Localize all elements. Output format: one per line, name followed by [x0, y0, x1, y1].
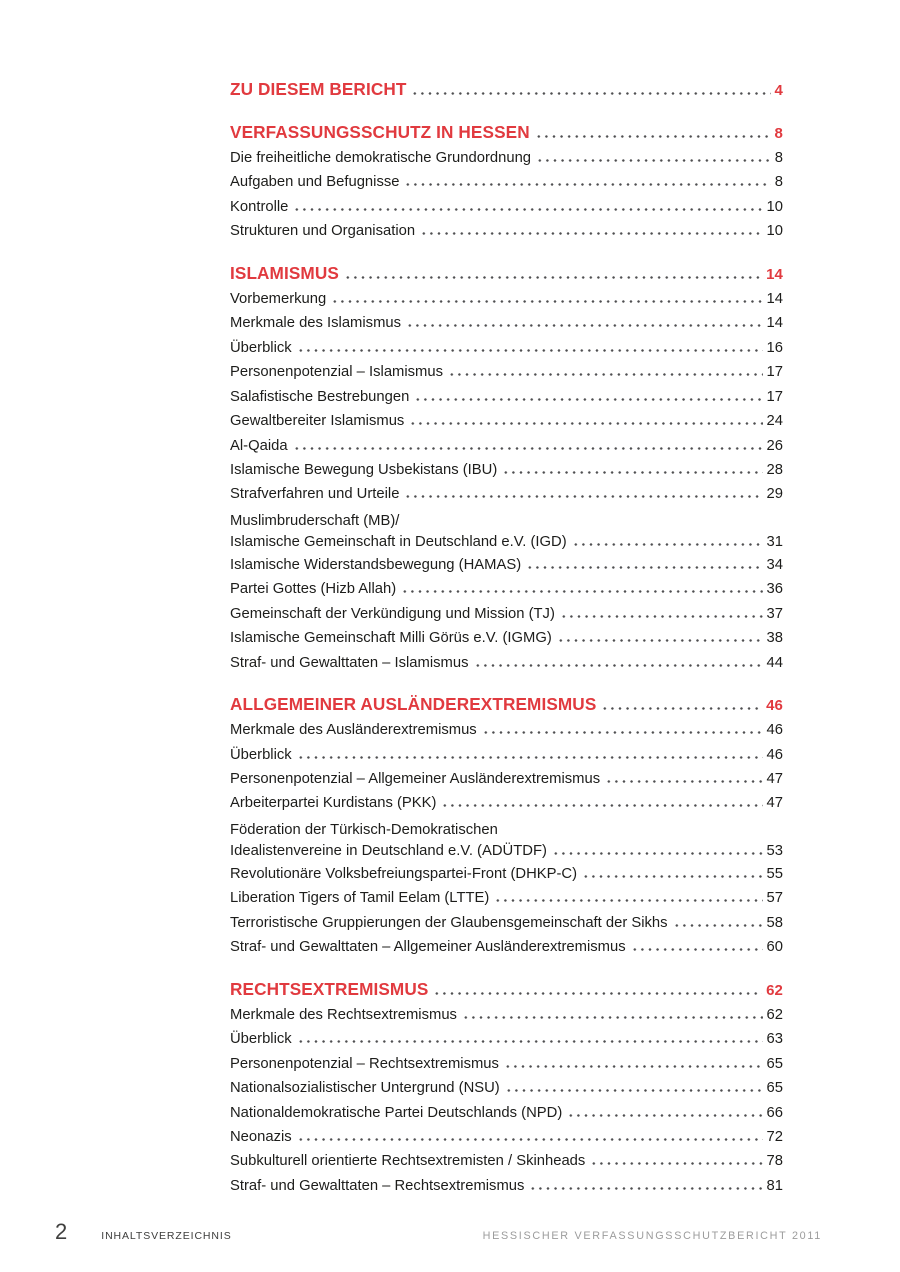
toc-entry	[230, 602, 783, 626]
toc-entry-page: 72	[766, 1128, 783, 1145]
toc-entry-page: 47	[766, 771, 783, 788]
toc-entry	[230, 718, 783, 742]
toc-section-heading	[230, 692, 783, 718]
toc-section	[230, 120, 783, 244]
dot-leader	[502, 471, 762, 474]
dot-leader	[448, 373, 763, 376]
dot-leader	[462, 1016, 763, 1019]
toc-entry-page: 53	[766, 843, 783, 860]
toc-entry-page: 44	[766, 654, 783, 671]
toc-entry-label: Straf- und Gewalttaten – Allgemeiner Ausländerextremismus	[230, 939, 626, 956]
toc-entry	[230, 360, 783, 384]
toc-entry-label: Nationaldemokratische Partei Deutschlands (NPD)	[230, 1104, 563, 1121]
toc-entry-page: 16	[766, 339, 783, 356]
toc-entry-twoline	[230, 507, 783, 553]
toc-section	[230, 261, 783, 675]
toc-entry-page: 58	[766, 914, 783, 931]
toc-section-heading	[230, 261, 783, 287]
toc-entry	[230, 743, 783, 767]
toc-entry-page: 47	[766, 795, 783, 812]
toc-section-title: VERFASSUNGSSCHUTZ IN HESSEN	[230, 122, 530, 142]
toc-entry	[230, 1052, 783, 1076]
toc-section	[230, 977, 783, 1199]
dot-leader	[297, 1040, 763, 1043]
toc-entry-label: Neonazis	[230, 1128, 292, 1145]
toc-entry	[230, 195, 783, 219]
dot-leader	[344, 276, 762, 279]
dot-leader	[673, 924, 763, 927]
toc-entry-label: Straf- und Gewalttaten – Islamismus	[230, 654, 469, 671]
dot-leader	[535, 135, 771, 138]
toc-entry-page: 14	[766, 315, 783, 332]
toc-entry-label-line1: Muslimbruderschaft (MB)/	[230, 512, 400, 529]
dot-leader	[567, 1114, 762, 1117]
toc-entry	[230, 553, 783, 577]
dot-leader	[552, 852, 763, 855]
dot-leader	[601, 707, 762, 710]
toc-entry-page: 8	[774, 174, 783, 191]
toc-section	[230, 692, 783, 960]
toc-entry-page: 29	[766, 486, 783, 503]
toc-entry-page: 55	[766, 865, 783, 882]
toc-entry-label: Merkmale des Rechtsextremismus	[230, 1006, 457, 1023]
toc-entry	[230, 791, 783, 815]
toc-entry	[230, 1076, 783, 1100]
dot-leader	[504, 1065, 763, 1068]
dot-leader	[433, 992, 762, 995]
toc-entry-label: Die freiheitliche demokratische Grundordnung	[230, 150, 532, 166]
toc-entry-label: Gemeinschaft der Verkündigung und Mission (TJ)	[230, 605, 555, 622]
toc-entry-label: Strafverfahren und Urteile	[230, 486, 400, 503]
toc-section-title: ZU DIESEM BERICHT	[230, 79, 407, 99]
dot-leader	[605, 780, 762, 783]
toc-entry-label: Überblick	[230, 1031, 292, 1048]
toc-section-page: 4	[774, 82, 783, 99]
dot-leader	[536, 159, 771, 162]
toc-section-title: ALLGEMEINER AUSLÄNDEREXTREMISMUS	[230, 694, 597, 715]
toc-entry	[230, 385, 783, 409]
dot-leader	[631, 948, 763, 951]
toc-entry-label-line1: Föderation der Türkisch-Demokratischen	[230, 821, 498, 838]
toc-entry	[230, 886, 783, 910]
toc-entry-label: Liberation Tigers of Tamil Eelam (LTTE)	[230, 890, 490, 907]
toc-entry-page: 65	[766, 1055, 783, 1072]
toc-section-page: 62	[766, 981, 783, 999]
toc-section-page: 8	[774, 125, 783, 142]
toc-entry-label: Gewaltbereiter Islamismus	[230, 413, 405, 430]
toc-entry-page: 34	[766, 556, 783, 573]
dot-leader	[406, 324, 763, 327]
footer-report-title: HESSISCHER VERFASSUNGSSCHUTZBERICHT 2011	[482, 1230, 822, 1242]
dot-leader	[414, 398, 762, 401]
toc-entry	[230, 311, 783, 335]
toc-section-heading	[230, 977, 783, 1003]
toc-entry-label: Aufgaben und Befugnisse	[230, 174, 400, 191]
toc-entry	[230, 458, 783, 482]
dot-leader	[505, 1089, 763, 1092]
toc-entry-page: 37	[766, 605, 783, 622]
toc-entry-page: 65	[766, 1080, 783, 1097]
dot-leader	[560, 615, 763, 618]
toc-section-heading	[230, 77, 783, 103]
toc-entry-label: Islamische Gemeinschaft in Deutschland e.V. (IGD)	[230, 534, 567, 551]
toc-entry-page: 62	[766, 1006, 783, 1023]
toc-entry-label: Islamische Gemeinschaft Milli Görüs e.V. (IGMG)	[230, 630, 552, 647]
toc-entry	[230, 1003, 783, 1027]
toc-entry-page: 46	[766, 746, 783, 763]
page-footer	[55, 1219, 822, 1245]
toc-entry-page: 26	[766, 437, 783, 454]
toc-entry-label: Überblick	[230, 339, 292, 356]
toc-section-heading	[230, 120, 783, 146]
toc-entry	[230, 219, 783, 243]
toc-entry-page: 31	[766, 534, 783, 551]
toc-entry	[230, 170, 783, 194]
toc-entry-label: Strukturen und Organisation	[230, 223, 416, 240]
toc-entry	[230, 1149, 783, 1173]
dot-leader	[404, 495, 762, 498]
dot-leader	[590, 1162, 762, 1165]
toc-entry-page: 17	[766, 388, 783, 405]
dot-leader	[494, 899, 762, 902]
toc-entry	[230, 434, 783, 458]
toc-entry-page: 63	[766, 1031, 783, 1048]
toc-entry-label: Merkmale des Ausländerextremismus	[230, 722, 477, 739]
dot-leader	[526, 566, 762, 569]
toc-entry-label: Partei Gottes (Hizb Allah)	[230, 581, 397, 598]
toc-entry	[230, 626, 783, 650]
toc-entry	[230, 409, 783, 433]
dot-leader	[482, 731, 763, 734]
toc-entry-label: Terroristische Gruppierungen der Glaubensgemeinschaft der Sikhs	[230, 914, 668, 931]
toc-entry-label: Personenpotenzial – Allgemeiner Ausländerextremismus	[230, 771, 601, 788]
dot-leader	[557, 639, 763, 642]
toc-entry-label: Arbeiterpartei Kurdistans (PKK)	[230, 795, 437, 812]
toc-entry	[230, 1174, 783, 1198]
dot-leader	[441, 804, 762, 807]
dot-leader	[297, 349, 763, 352]
toc-entry-twoline	[230, 816, 783, 862]
dot-leader	[297, 756, 763, 759]
toc-entry-page: 57	[766, 890, 783, 907]
toc-entry-page: 17	[766, 364, 783, 381]
toc-entry	[230, 935, 783, 959]
toc-entry-page: 46	[766, 722, 783, 739]
toc-entry-page: 36	[766, 581, 783, 598]
toc-entry-page: 60	[766, 939, 783, 956]
toc-entry	[230, 651, 783, 675]
toc-section-title: RECHTSEXTREMISMUS	[230, 978, 429, 999]
toc-entry-page: 38	[766, 630, 783, 647]
toc-entry	[230, 482, 783, 506]
dot-leader	[293, 208, 762, 211]
toc-entry-label: Vorbemerkung	[230, 290, 327, 307]
dot-leader	[293, 447, 763, 450]
toc-section-page: 46	[766, 697, 783, 715]
toc-entry-label: Straf- und Gewalttaten – Rechtsextremismus	[230, 1177, 525, 1194]
toc-section-page: 14	[766, 265, 783, 283]
toc-entry-label: Islamische Widerstandsbewegung (HAMAS)	[230, 556, 522, 573]
toc-entry	[230, 1125, 783, 1149]
toc-entry-label: Personenpotenzial – Rechtsextremismus	[230, 1055, 499, 1072]
toc-entry	[230, 1101, 783, 1125]
dot-leader	[404, 183, 770, 186]
dot-leader	[401, 590, 762, 593]
dot-leader	[409, 422, 762, 425]
toc-entry	[230, 287, 783, 311]
dot-leader	[529, 1187, 762, 1190]
dot-leader	[582, 875, 762, 878]
footer-section-label: INHALTSVERZEICHNIS	[101, 1230, 232, 1242]
toc-entry-label: Kontrolle	[230, 198, 289, 215]
toc-entry	[230, 842, 783, 862]
toc-entry	[230, 911, 783, 935]
toc-entry-page: 78	[766, 1153, 783, 1170]
dot-leader	[420, 232, 762, 235]
toc-entry-page: 24	[766, 413, 783, 430]
table-of-contents	[230, 77, 783, 1198]
toc-entry-label: Al-Qaida	[230, 437, 288, 454]
dot-leader	[572, 543, 763, 546]
toc-entry-label: Überblick	[230, 746, 292, 763]
toc-entry-label: Merkmale des Islamismus	[230, 315, 402, 332]
toc-entry-label: Idealistenvereine in Deutschland e.V. (ADÜTDF)	[230, 843, 547, 860]
dot-leader	[411, 92, 770, 95]
toc-section-title: ISLAMISMUS	[230, 262, 339, 283]
toc-entry	[230, 146, 783, 170]
dot-leader	[474, 664, 763, 667]
toc-entry-label: Subkulturell orientierte Rechtsextremisten / Skinheads	[230, 1153, 586, 1170]
toc-entry-page: 28	[766, 461, 783, 478]
toc-entry-page: 8	[774, 150, 783, 166]
toc-entry	[230, 336, 783, 360]
toc-entry-label: Nationalsozialistischer Untergrund (NSU)	[230, 1080, 500, 1097]
toc-entry	[230, 577, 783, 601]
toc-entry	[230, 862, 783, 886]
toc-entry-page: 10	[766, 198, 783, 215]
toc-section	[230, 77, 783, 103]
toc-entry	[230, 767, 783, 791]
toc-entry-page: 10	[766, 223, 783, 240]
page-number: 2	[55, 1219, 68, 1244]
toc-entry-page: 81	[766, 1177, 783, 1194]
toc-entry	[230, 1027, 783, 1051]
dot-leader	[331, 300, 762, 303]
toc-entry-page: 66	[766, 1104, 783, 1121]
dot-leader	[297, 1138, 763, 1141]
toc-entry	[230, 533, 783, 553]
toc-entry-label: Islamische Bewegung Usbekistans (IBU)	[230, 461, 498, 478]
toc-entry-label: Revolutionäre Volksbefreiungspartei-Front (DHKP-C)	[230, 865, 578, 882]
toc-entry-label: Personenpotenzial – Islamismus	[230, 364, 444, 381]
toc-entry-label: Salafistische Bestrebungen	[230, 388, 410, 405]
toc-entry-page: 14	[766, 290, 783, 307]
